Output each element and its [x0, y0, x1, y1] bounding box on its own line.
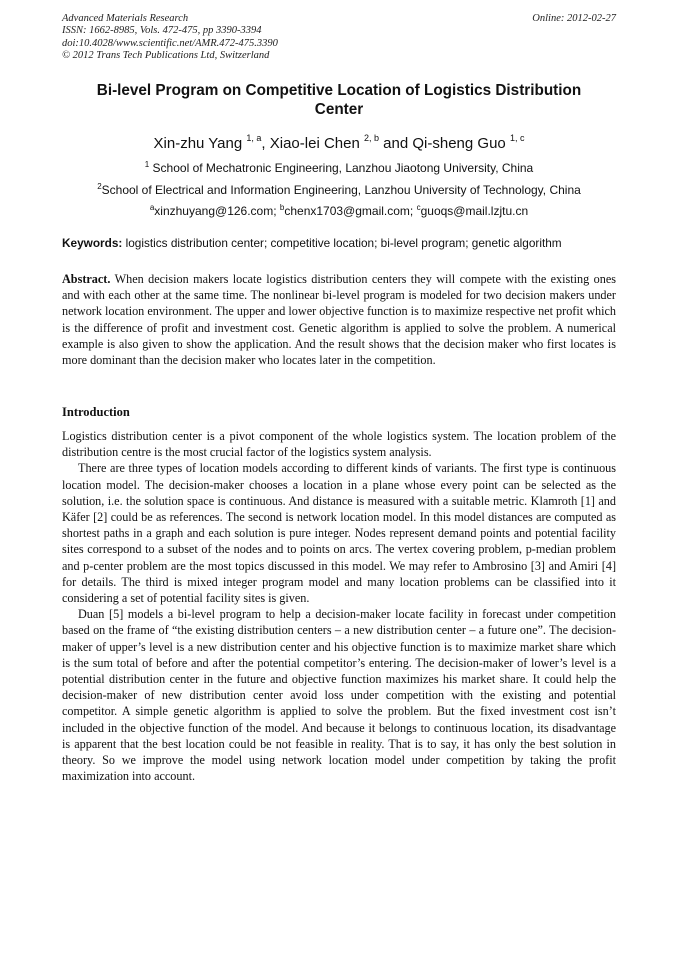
doi-line: doi:10.4028/www.scientific.net/AMR.472-475.3390	[62, 37, 278, 49]
author-name: Qi-sheng Guo	[412, 135, 506, 152]
affiliation-2	[62, 179, 616, 198]
affiliation-superscript: 1	[144, 160, 150, 169]
paper-title: Bi-level Program on Competitive Location of Logistics Distribution Center	[96, 82, 582, 118]
author-superscript: 2, b	[363, 133, 379, 143]
author-name: Xin-zhu Yang	[153, 135, 243, 152]
introduction-heading: Introduction	[62, 405, 130, 419]
paragraph: There are three types of location models according to different kinds of variants. The first type is continuous location model. The decision-maker chooses a location in a plane whose every point can be selected as the solution, i.e. the solution space is continuous. And distance is measured with a suitable metric. Klamroth [1] and Käfer [2] could be as references. The second is network location model. In this model distances are computed as shortest paths in a graph and each solution is pure integer. Nodes represent demand points and potential facility sites correspond to a subset of the nodes and to points on arcs. The vertex covering problem, p-median problem and p-center problem are the most topics discussed in this model. We may refer to Ambrosino [3] and Amiri [4] for details. The third is mixed integer program model and many location problems can be classified into it considering a set of potential facility sites is given.	[62, 461, 616, 606]
copyright-line: © 2012 Trans Tech Publications Ltd, Switzerland	[62, 49, 270, 61]
journal-name: Advanced Materials Research	[62, 13, 189, 24]
author-emails	[62, 200, 616, 219]
author-list	[62, 129, 616, 154]
affiliation-1	[62, 157, 616, 176]
author-name: Xiao-lei Chen	[269, 135, 360, 152]
email-link[interactable]: xinzhuyang@126.com;	[154, 204, 280, 218]
abstract-text: When decision makers locate logistics distribution centers they will compete with the existing ones and with each other at the same time. The nonlinear bi-level program is modeled for two decision makers under network location environment. The upper and lower objective function is to maximize respective net profit which is the difference of profit and investment cost. Genetic algorithm is applied to solve the problem. A numerical example is also given to show the application. And the result shows that the decision maker who first locates is more dominant than the decision maker who locates later in the competition.	[62, 272, 616, 368]
email-superscript: c	[416, 203, 421, 212]
keywords-label: Keywords:	[62, 236, 123, 250]
keywords	[62, 235, 616, 251]
online-date: Online: 2012-02-27	[532, 13, 616, 24]
author-superscript: 1, c	[509, 133, 525, 143]
paragraph: Duan [5] models a bi-level program to help a decision-maker locate facility in forecast under competition based on the frame of “the existing distribution centers – a new distribution center – a future one”. The decision-maker of upper’s level is a new distribution center and his objective function is to maximize market share which is the sum total of before and after the potential competitor’s entering. The decision-maker of lower’s level is a potential distribution center in the future and objective function maximizes his market share. It could help the decision-maker of new distribution center avoid loss under competition with the existing and potential competitor. A simple genetic algorithm is applied to solve the problem. But the fixed investment cost isn’t included in the objective function of the model. And because it belongs to continuous location, its disadvantage is apparent that the best location could be not feasible in reality. That is to say, it has only the best solution in theory. So we improve the model using network location model under competition by taking the profit maximization into account.	[62, 607, 616, 784]
author-separator: ,	[261, 135, 270, 152]
email-link[interactable]: chenx1703@gmail.com;	[284, 204, 417, 218]
abstract-label: Abstract.	[62, 272, 111, 286]
author-separator: and	[379, 135, 413, 152]
author-superscript: 1, a	[246, 133, 262, 143]
email-superscript: a	[149, 203, 155, 212]
paragraph: Logistics distribution center is a pivot component of the whole logistics system. The location problem of the distribution centre is the most crucial factor of the logistics system analysis.	[62, 429, 616, 460]
email-link[interactable]: guoqs@mail.lzjtu.cn	[420, 204, 529, 218]
keywords-text: logistics distribution center; competitive location; bi-level program; genetic algorithm	[122, 236, 562, 250]
affiliation-superscript: 2	[97, 182, 102, 191]
abstract	[62, 271, 616, 368]
email-superscript: b	[279, 203, 285, 212]
affiliation-text: School of Electrical and Information Engineering, Lanzhou University of Technology, China	[101, 183, 581, 197]
affiliation-text: School of Mechatronic Engineering, Lanzhou Jiaotong University, China	[149, 161, 534, 175]
journal-header	[62, 13, 616, 62]
introduction-body	[62, 428, 616, 784]
issn-line: ISSN: 1662-8985, Vols. 472-475, pp 3390-3394	[62, 25, 262, 37]
